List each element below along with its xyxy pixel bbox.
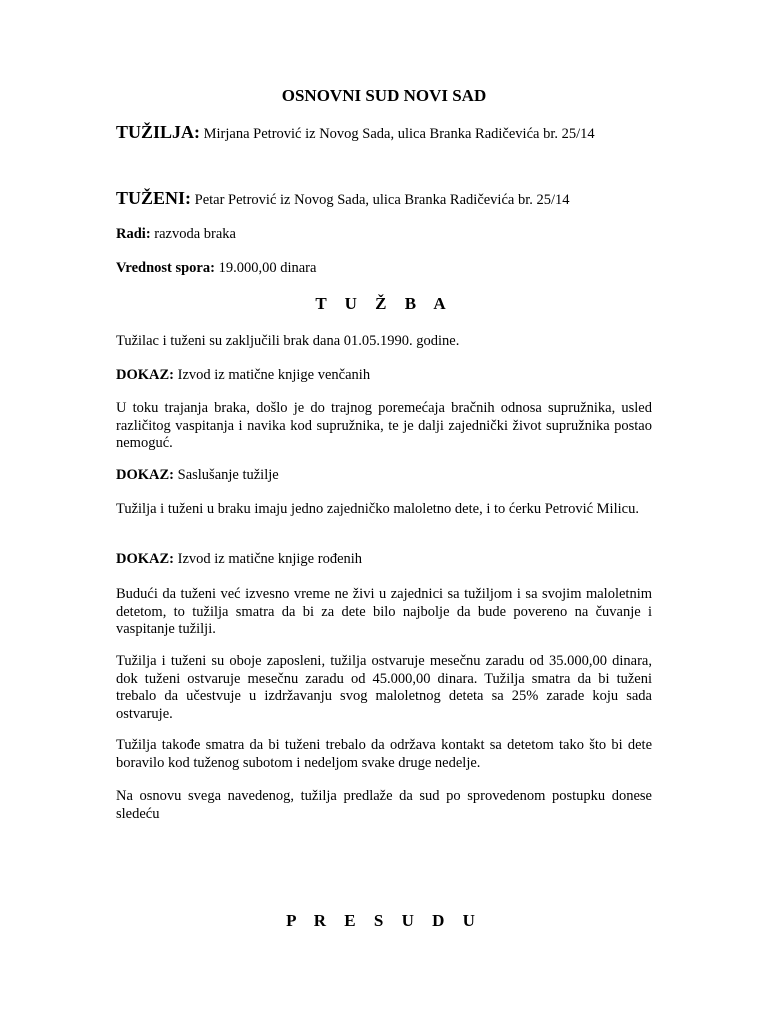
value-text: 19.000,00 dinara: [218, 260, 317, 276]
value-label: Vrednost spora:: [116, 260, 215, 276]
evidence-line: [116, 467, 652, 484]
subject-text: razvoda braka: [154, 226, 236, 242]
evidence-text: Saslušanje tužilje: [177, 467, 279, 483]
verdict-heading: P R E S U D U: [286, 911, 482, 930]
paragraph-marriage: Tužilac i tuženi su zaključili brak dana 01.05.1990. godine.: [116, 333, 460, 349]
evidence-label: DOKAZ:: [116, 467, 174, 483]
plaintiff-line: [116, 124, 652, 143]
plaintiff-label: TUŽILJA:: [116, 122, 201, 142]
defendant-label: TUŽENI:: [116, 188, 192, 208]
subject-label: Radi:: [116, 226, 151, 242]
plaintiff-text: Mirjana Petrović iz Novog Sada, ulica Branka Radičevića br. 25/14: [203, 126, 595, 142]
value-line: [116, 260, 652, 277]
evidence-line: [116, 551, 652, 568]
paragraph-custody: Budući da tuženi već izvesno vreme ne živi u zajednici sa tužiljom i sa svojim maloletnim detetom, to tužilja smatra da bi za dete bilo najbolje da bude povereno na čuvanje i vaspitanje tužilji.: [116, 586, 652, 637]
paragraph-contact: Tužilja takođe smatra da bi tuženi trebalo da održava kontakt sa detetom tako što bi dete boravilo kod tuženog subotom i nedeljom svake druge nedelje.: [116, 737, 652, 771]
evidence-text: Izvod iz matične knjige venčanih: [177, 367, 371, 383]
defendant-line: [116, 190, 652, 209]
paragraph-disruption: U toku trajanja braka, došlo je do trajnog poremećaja bračnih odnosa supružnika, usled različitog vaspitanja i navika kod supružnika, te je dalji zajednički život supružnika postao nemoguć.: [116, 400, 652, 451]
paragraph-proposal: Na osnovu svega navedenog, tužilja predlaže da sud po sprovedenom postupku donese sledeću: [116, 788, 652, 822]
evidence-line: [116, 367, 652, 384]
lawsuit-heading: T U Ž B A: [315, 294, 453, 313]
paragraph-support: Tužilja i tuženi su oboje zaposleni, tužilja ostvaruje mesečnu zaradu od 35.000,00 dinara, dok tuženi ostvaruje mesečnu zaradu od 45.000,00 dinara. Tužilja smatra da bi tuženi trebalo da učestvuje u izdržavanju svog maloletnog deteta sa 25% zarade koju sada ostvaruje.: [116, 653, 652, 722]
defendant-text: Petar Petrović iz Novog Sada, ulica Branka Radičevića br. 25/14: [194, 192, 570, 208]
paragraph-child: Tužilja i tuženi u braku imaju jedno zajedničko maloletno dete, i to ćerku Petrović Milicu.: [116, 501, 639, 517]
court-title: OSNOVNI SUD NOVI SAD: [281, 86, 487, 105]
evidence-label: DOKAZ:: [116, 551, 174, 567]
subject-line: [116, 226, 652, 243]
evidence-label: DOKAZ:: [116, 367, 174, 383]
evidence-text: Izvod iz matične knjige rođenih: [177, 551, 363, 567]
